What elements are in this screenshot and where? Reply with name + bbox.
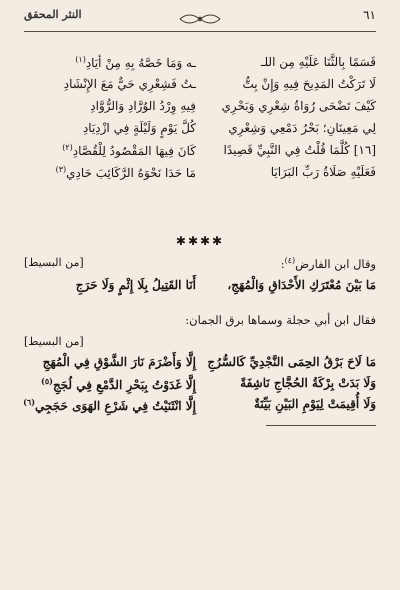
verse-first-hemistich: لَا تَرَكْتُ المَدِيحَ فِيهِ وَإِنْ بِتُّ <box>242 77 376 91</box>
footnote-rule <box>266 425 376 426</box>
meter-label: [من البسيط] <box>24 335 84 348</box>
verse-first-hemistich: [١٦] كُلَّمَا قُلْتُ فِي النَّبِيِّ قَصِيدًا <box>223 143 376 157</box>
verse-line <box>24 165 376 185</box>
verse-first-hemistich: فَعَلَيْهِ صَلَاةُ رَبِّ البَرَايَا <box>270 165 376 179</box>
verse-first-hemistich: وَلَا أُقِيمَتْ لِيَوْمِ البَيْنِ بَيِّنَةٌ <box>253 397 376 411</box>
verse-second-hemistich: مَا حَدَا نَحْوَهُ الرَّكَائِبَ حَادِي$^{(٣)}$ <box>55 165 196 180</box>
intro-line: فقال ابن أبي حجلة وسماها برق الجمان: <box>185 313 376 327</box>
verse-line <box>24 143 376 163</box>
verse-first-hemistich: لِي مَعِينَانِ؛ بَحْرُ دَمْعِي وَشِعْرِي <box>228 121 376 135</box>
verse-first-hemistich: مَا بَيْنَ مُعْتَرَكِ الأَحْدَاقِ وَالْمُهَجِ، <box>227 278 376 292</box>
verse-line <box>24 397 376 417</box>
verse-first-hemistich: كَيْفَ تَضْحَى رُوَاةُ شِعْرِي وَبَحْرِي <box>221 99 376 113</box>
verse-second-hemistich: ـه وَمَا خَصَّهُ بِهِ مِنْ أيَادِ$^{(١)}$ <box>75 55 196 70</box>
verse-line <box>24 376 376 396</box>
verse-second-hemistich: ـتُ فَشِعْرِي حَيٌّ مَعَ الإِنْشَادِ <box>63 77 196 91</box>
meter-label: [من البسيط] <box>24 256 84 269</box>
footnote-ref: (٤) <box>284 256 296 265</box>
verse-line <box>24 55 376 75</box>
verse-second-hemistich: أَنَا القَتِيلُ بِلَا إِثْمٍ وَلَا حَرَجِ <box>75 278 196 292</box>
verse-line <box>24 121 376 141</box>
footnote-ref: (١) <box>75 55 86 64</box>
header-rule <box>24 31 376 32</box>
section-separator: ✱✱✱✱ <box>175 234 225 248</box>
verse-second-hemistich: كُلَّ يَوْمٍ وَلَيْلَةٍ فِي ازْدِيَادِ <box>82 121 196 135</box>
verse-line <box>24 99 376 119</box>
footnote-ref: (٦) <box>23 397 35 407</box>
verse-second-hemistich: كَانَ فِيهَا المَقْصُودُ لِلْقُصَّادِ$^{(٢)}$ <box>62 143 196 158</box>
verse-first-hemistich: قَسَمًا بِالثَّنَا عَلَيْهِ مِن اللـ <box>260 55 376 69</box>
intro-line: وقال ابن الفارض$^{(٤)}$: <box>280 256 376 271</box>
footnote-ref: (٥) <box>41 376 53 386</box>
footnote-ref: (٣) <box>55 165 67 174</box>
running-title: النثر المحقق <box>24 8 82 21</box>
footnote-ref: (٢) <box>62 143 73 152</box>
verse-line <box>24 278 376 298</box>
ornament-icon <box>178 10 222 28</box>
verse-second-hemistich: إِلَّا غَدَوْتُ بِبَحْرِ الدَّمْعِ فِي لُجَجِ$^{(٥)}$ <box>41 376 196 392</box>
verse-line <box>24 355 376 375</box>
verse-first-hemistich: مَا لَاحَ بَرْقُ الحِمَى النَّجْدِيِّ كَالسُّرُجِ <box>207 355 376 369</box>
page-number: ٦١ <box>363 8 376 22</box>
page-header <box>24 6 376 30</box>
verse-second-hemistich: إِلَّا وَأَضْرَمَ نَارَ الشَّوْقِ فِي الْمُهَجِ <box>42 355 196 369</box>
verse-second-hemistich: إِلَّا انْثَنَيْتُ فِي شَرْعِ الهَوَى حَجَجِي$^{(٦)}$ <box>23 397 196 413</box>
verse-second-hemistich: فِيهِ وِرْدُ الوُرَّادِ وَالرُّوَّادِ <box>90 99 196 113</box>
verse-first-hemistich: وَلَا بَدَتْ بِرْكَةُ الحُجَّاجِ نَاشِفَةً <box>240 376 376 390</box>
verse-line <box>24 77 376 97</box>
